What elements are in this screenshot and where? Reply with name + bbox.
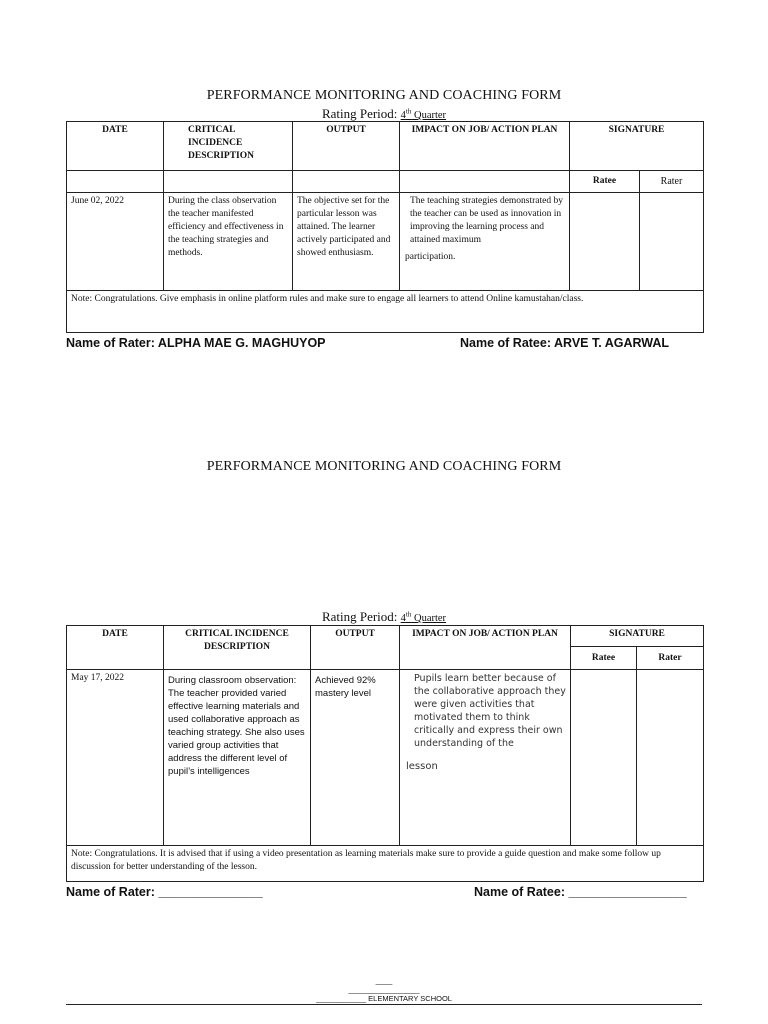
- form2-title: PERFORMANCE MONITORING AND COACHING FORM: [206, 459, 562, 474]
- header-critical-incidence: CRITICAL INCIDENCE DESCRIPTION: [164, 626, 311, 670]
- note: Note: Congratulations. It is advised that if using a video presentation as learning materials make sure to provide a guide question and make some follow up discussion for better understanding of the lesson.: [67, 846, 704, 882]
- quarter-value: 4th Quarter: [400, 610, 447, 624]
- blank-cell: [400, 171, 570, 193]
- header-date: DATE: [67, 626, 164, 670]
- form1-title: PERFORMANCE MONITORING AND COACHING FORM: [206, 88, 562, 103]
- footer-divider: [66, 1004, 702, 1005]
- impact-text-end: participation.: [405, 252, 456, 262]
- quarter-value: 4th Quarter: [400, 107, 447, 121]
- note: Note: Congratulations. Give emphasis in online platform rules and make sure to engage all learners to attend Online kamustahan/class.: [67, 291, 704, 333]
- footer-line-2: _________________: [348, 985, 420, 994]
- footer-line-1: ____: [375, 976, 393, 985]
- footer-school: ____________ ELEMENTARY SCHOOL: [316, 994, 452, 1003]
- form2-table: [66, 625, 704, 882]
- rating-period-label: Rating Period:: [321, 106, 398, 121]
- row-impact: [400, 670, 571, 846]
- header-output: OUTPUT: [293, 122, 400, 171]
- blank-cell: [293, 171, 400, 193]
- row-impact: [400, 193, 570, 291]
- header-impact: IMPACT ON JOB/ ACTION PLAN: [400, 122, 570, 171]
- ratee-name: Name of Ratee: _________________: [474, 885, 687, 899]
- rater-signature-cell: [640, 193, 704, 291]
- row-output: The objective set for the particular lesson was attained. The learner actively participated and showed enthusiasm.: [293, 193, 400, 291]
- row-critical-incidence: During the class observation the teacher manifested efficiency and effectiveness in the teaching strategies and methods.: [164, 193, 293, 291]
- header-critical-incidence: CRITICAL INCIDENCE DESCRIPTION: [164, 122, 293, 171]
- header-date: DATE: [67, 122, 164, 171]
- blank-cell: [67, 171, 164, 193]
- row-date: June 02, 2022: [67, 193, 164, 291]
- row-date: May 17, 2022: [67, 670, 164, 846]
- ratee-signature-cell: [571, 670, 637, 846]
- row-critical-incidence: During classroom observation: The teacher provided varied effective learning materials and used collaborative approach as teaching strategy. She also uses varied group activities that address the different level of pupil’s intelligences: [164, 670, 311, 846]
- subheader-ratee: Ratee: [570, 171, 640, 193]
- rating-period-label: Rating Period:: [321, 609, 398, 624]
- subheader-ratee: Ratee: [571, 647, 637, 670]
- header-output: OUTPUT: [311, 626, 400, 670]
- rater-signature-cell: [637, 670, 704, 846]
- impact-text: The teaching strategies demonstrated by the teacher can be used as innovation in improving the learning process and attained maximum: [410, 196, 564, 245]
- rater-name: Name of Rater: ALPHA MAE G. MAGHUYOP: [66, 336, 326, 350]
- ratee-name: Name of Ratee: ARVE T. AGARWAL: [460, 336, 670, 350]
- row-output: Achieved 92% mastery level: [311, 670, 400, 846]
- form1-rating-period: [0, 106, 768, 122]
- rater-name: Name of Rater: _______________: [66, 885, 263, 899]
- header-signature: SIGNATURE: [571, 626, 704, 647]
- ratee-signature-cell: [570, 193, 640, 291]
- subheader-rater: Rater: [637, 647, 704, 670]
- impact-text-end: lesson: [406, 761, 438, 772]
- form2-rating-period: [0, 609, 768, 625]
- impact-text: Pupils learn better because of the collaborative approach they were given activities that motivated them to think critically and express their own understanding of the: [414, 673, 566, 749]
- header-impact: IMPACT ON JOB/ ACTION PLAN: [400, 626, 571, 670]
- blank-cell: [164, 171, 293, 193]
- header-signature: SIGNATURE: [570, 122, 704, 171]
- form1-table: [66, 121, 704, 333]
- subheader-rater: Rater: [640, 171, 704, 193]
